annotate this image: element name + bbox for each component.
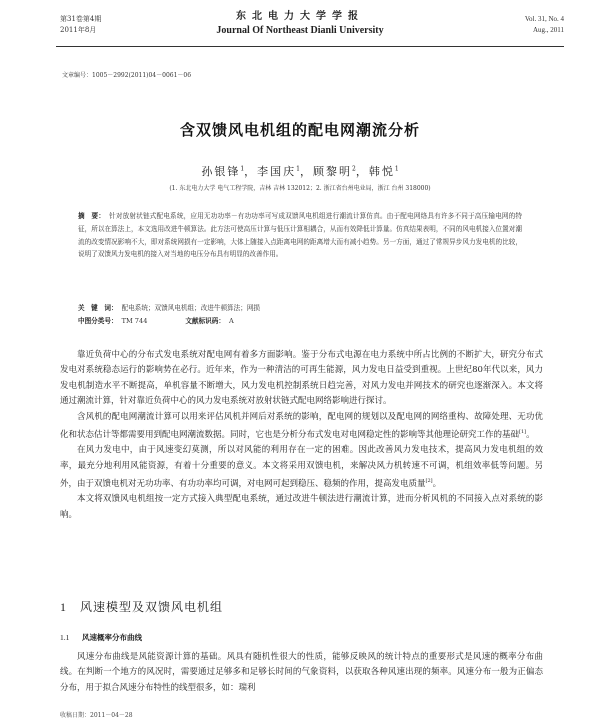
abstract: [78, 210, 522, 261]
affiliation: (1. 东北电力大学 电气工程学院，吉林 吉林 132012；2. 浙江省台州电业局，浙江 台州 318000): [169, 185, 431, 192]
author-list: 孙银锋$^1$，李国庆$^1$，顾黎明$^2$，韩悦$^1$: [201, 165, 399, 178]
body-paragraph: 风速分布曲线是风能资源计算的基础。风具有随机性很大的性质，能够反映风的统计特点的重要形式是风速的概率分布曲线。在判断一个地方的风况时，需要通过足够多和足够长时间的气象资料，以获取各种风速出现的频率。风速分布一般为正偏态分布，用于拟合风速分布特性的线型很多，如：瑞利: [60, 652, 543, 693]
journal-masthead: [0, 10, 600, 38]
subsection-title: 风速概率分布曲线: [82, 633, 142, 642]
citation: [1]: [519, 429, 527, 436]
classification-label: 中图分类号：: [78, 316, 118, 325]
abstract-label: 摘 要：: [78, 212, 106, 220]
section-heading: [60, 598, 223, 615]
keywords-text: 配电系统；双馈风电机组；改进牛顿算法；网损: [121, 304, 261, 312]
abstract-text: 针对放射状链式配电系统，应用无功功率－有功功率可写成双馈风电机组进行潮流计算仿真。由于配电网络具有许多不同于高压输电网的特征，所以在算法上，本文选用改进牛顿算法。此方法可使高压计算与低压计算相耦合，从而有效降低计算量。仿真结果表明，不同的风电机接入位置对潮流的改变情况影响不大，即对系统网损有一定影响，大体上随接入点距离电网的距离增大而有减小趋势。另一方面，通过了常规异步风力发电机的比较，说明了双馈风力发电机的接入对当地的电压分布具有明显的改善作用。: [78, 212, 523, 259]
intro-paragraph: 靠近负荷中心的分布式发电系统对配电网有着多方面影响。鉴于分布式电源在电力系统中所占比例的不断扩大，研究分布式发电对系统稳态运行的影响势在必行。近年来，作为一种清洁的可再生能源，风力发电日益受到重视。上世纪80年代以来，风力发电机制造水平不断提高，单机容量不断增大，风力发电机控制系统日趋完善，对风力发电并网技术的研究也逐渐深入。本文将通过潮流计算，针对靠近负荷中心的风力发电系统对放射状链式配电网络影响进行探讨。: [60, 350, 543, 407]
date-cn: 2011年8月: [60, 26, 97, 34]
subsection-heading: [60, 632, 142, 643]
doc-code-value: A: [228, 316, 234, 325]
section-title: 风速模型及双馈风电机组: [80, 600, 224, 614]
intro-paragraph: 含风机的配电网潮流计算可以用来评估风机并网后对系统的影响，配电网的规划以及配电网的网络重构、故障处理、无功优化和状态估计等都需要用到配电网潮流数据。同时，它也是分析分布式发电对电网稳定性的影响等其他理论研究工作的基础[1]。: [60, 411, 543, 440]
paper-title: 含双馈风电机组的配电网潮流分析: [179, 121, 420, 139]
author-mark: 1: [296, 165, 300, 173]
author-mark: 2: [352, 165, 356, 173]
journal-volume-info-en: [525, 14, 564, 36]
intro-body: [60, 348, 543, 523]
doc-code-label: 文献标识码：: [185, 316, 225, 325]
author-name: 顾黎明: [313, 165, 352, 178]
volume-cn: 第31卷第4期: [60, 15, 102, 23]
classification-value: TM 744: [121, 316, 148, 325]
intro-paragraph: 本文将双馈风电机组按一定方式接入典型配电系统，通过改进牛顿法进行潮流计算，进而分析风机的不同接入点对系统的影响。: [60, 494, 543, 520]
journal-name-cn: 东北电力大学学报: [236, 11, 364, 22]
author-name: 韩悦: [368, 165, 395, 178]
received-date-footnote: 收稿日期：2011－04－28: [60, 712, 133, 719]
header-divider: [56, 46, 564, 47]
intro-paragraph-text: 在风力发电中，由于风速变幻莫测，所以对风能的利用存在一定的困难。因此改善风力发电技术，提高风力发电机组的效率，最充分地利用风能资源，有着十分重要的意义。本文将采用双馈电机，来解决风力机转速不可调，机组效率低等问题。另外，由于双馈电机对无功功率、有功功率均可调，对电网可起到稳压、稳频的作用，提高发电质量: [60, 445, 543, 489]
date-en: Aug., 2011: [532, 26, 564, 34]
keywords-block: [78, 302, 522, 327]
intro-paragraph: 在风力发电中，由于风速变幻莫测，所以对风能的利用存在一定的困难。因此改善风力发电技术，提高风力发电机组的效率，最充分地利用风能资源，有着十分重要的意义。本文将采用双馈电机，来解决风力机转速不可调，机组效率低等问题。另外，由于双馈电机对无功功率、有功功率均可调，对电网可起到稳压、稳频的作用，提高发电质量[2]。: [60, 445, 543, 489]
classification-line: [78, 315, 522, 328]
author-mark: 1: [240, 165, 245, 173]
subsection-number: 1.1: [60, 633, 70, 642]
author-name: 孙银锋: [201, 165, 241, 178]
subsection-body: [60, 650, 543, 696]
journal-name-en: Journal Of Northeast Dianli University: [216, 25, 384, 36]
author-name: 李国庆: [257, 165, 297, 178]
keywords-label: 关 键 词：: [78, 304, 118, 312]
intro-paragraph-text: 含风机的配电网潮流计算可以用来评估风机并网后对系统的影响，配电网的规划以及配电网的网络重构、故障处理、无功优化和状态估计等都需要用到配电网潮流数据。同时，它也是分析分布式发电对电网稳定性的影响等其他理论研究工作的基础: [60, 411, 543, 440]
keywords-line: [78, 302, 522, 315]
citation: [2]: [425, 478, 433, 485]
author-mark: 1: [394, 165, 399, 173]
volume-en: Vol. 31, No. 4: [524, 15, 564, 23]
article-number: 文章编号：1005－2992(2011)04－0061－06: [62, 72, 192, 79]
section-number: 1: [60, 600, 67, 614]
